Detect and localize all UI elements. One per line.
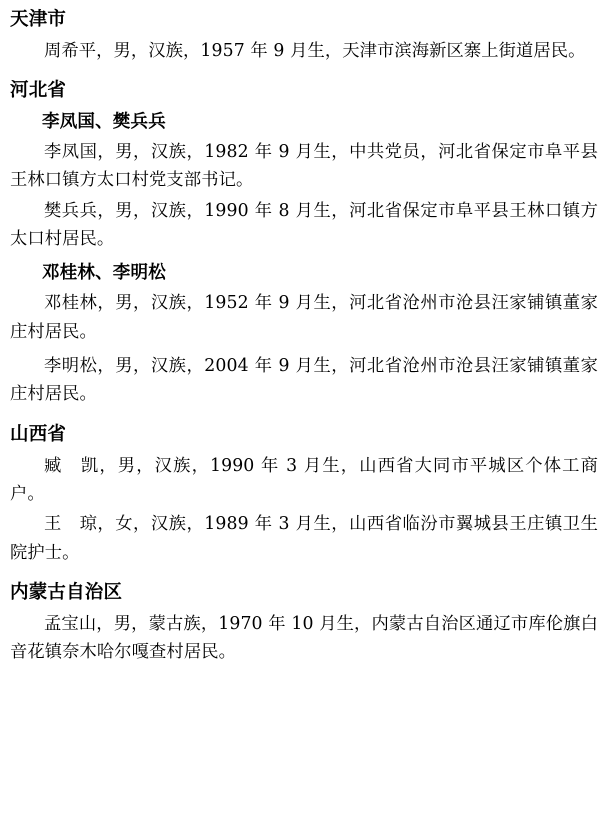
person-name-heading: 邓桂林、李明松 [42,263,166,284]
person-paragraph: 李凤国，男，汉族，1982 年 9 月生，中共党员，河北省保定市阜平县王林口镇方太口村党支部书记。 [10,141,598,191]
region-heading-shanxi: 山西省 [10,423,67,445]
person-paragraph: 王 琼，女，汉族，1989 年 3 月生，山西省临汾市翼城县王庄镇卫生院护士。 [10,514,598,563]
person-paragraph: 孟宝山，男，蒙古族，1970 年 10 月生，内蒙古自治区通辽市库伦旗白音花镇奈木哈尔嘎查村居民。 [10,613,598,662]
person-paragraph: 邓桂林，男，汉族，1952 年 9 月生，河北省沧州市沧县汪家铺镇董家庄村居民。 [10,293,598,342]
region-heading-hebei: 河北省 [10,80,67,102]
person-name-heading: 李凤国、樊兵兵 [42,111,166,132]
section-hebei [10,77,598,412]
section-spacer [10,570,598,579]
person-paragraph: 臧 凯，男，汉族，1990 年 3 月生，山西省大同市平城区个体工商户。 [10,455,598,504]
section-spacer [10,412,598,421]
section-tianjin [10,6,598,68]
region-heading-inner-mongolia: 内蒙古自治区 [10,581,123,603]
section-shanxi [10,421,598,570]
section-spacer [10,68,598,77]
person-paragraph: 李明松，男，汉族，2004 年 9 月生，河北省沧州市沧县汪家铺镇董家庄村居民。 [10,356,598,405]
section-inner-mongolia [10,579,598,669]
region-heading-tianjin: 天津市 [10,9,67,30]
person-paragraph: 樊兵兵，男，汉族，1990 年 8 月生，河北省保定市阜平县王林口镇方太口村居民。 [10,200,598,249]
person-paragraph: 周希平，男，汉族，1957 年 9 月生，天津市滨海新区寨上街道居民。 [44,40,586,61]
